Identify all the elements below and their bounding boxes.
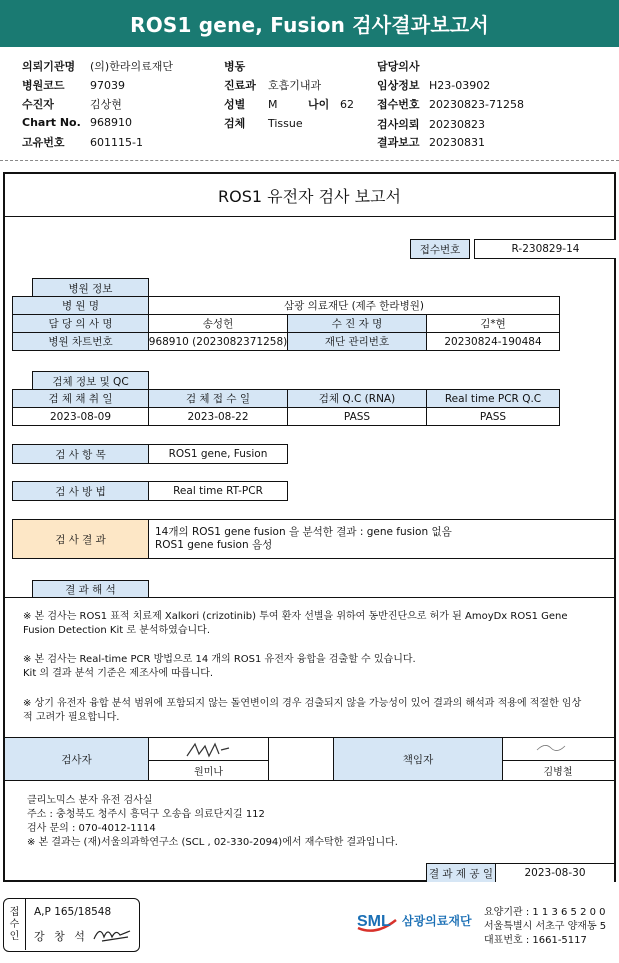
col-receive-date: 검 체 접 수 일: [148, 389, 288, 408]
report-frame-title: ROS1 유전자 검사 보고서: [5, 174, 614, 217]
note1-line1: ※ 본 검사는 ROS1 표적 치료제 Xalkori (crizotinib) 투여 환자 선별을 위하여 동반진단으로 허가 된 AmoyDx ROS1 Gene: [23, 611, 568, 622]
lab-address: 주소 : 충청북도 청주시 흥덕구 오송읍 의료단지길 112: [27, 809, 265, 820]
col-collect-date: 검 체 채 취 일: [12, 389, 149, 408]
report-date-label: 결과보고: [377, 136, 420, 149]
unique-row: [22, 134, 143, 150]
institution-value: (의)한라의료재단: [90, 60, 173, 73]
val-rna-qc: PASS: [287, 407, 427, 426]
stamp-signature-icon: [92, 923, 134, 945]
responsible-label: 책임자: [333, 737, 503, 781]
sml-logo: [356, 906, 472, 934]
unique-label: 고유번호: [22, 136, 65, 149]
hospital-name-label: 병 원 명: [12, 296, 149, 315]
blank-sign-cell: [268, 737, 334, 781]
hospital-chart-label: 병원 차트번호: [12, 332, 149, 351]
sex-age-row: [224, 96, 354, 112]
dept-value: 호흡기내과: [268, 79, 322, 92]
test-result-label: 검 사 결 과: [12, 519, 149, 559]
corp-info: [484, 906, 606, 948]
receipt-value: 20230823-71258: [429, 98, 524, 111]
patient-value: 김상현: [90, 98, 122, 111]
interp-note-1: [23, 610, 568, 638]
val-receive-date: 2023-08-22: [148, 407, 288, 426]
hospital-code-row: [22, 77, 125, 93]
chart-label: Chart No.: [22, 116, 81, 129]
unique-value: 601115-1: [90, 136, 143, 149]
interp-section-title: 결 과 해 석: [32, 580, 149, 598]
report-date-value: 20230831: [429, 136, 485, 149]
result-line-2: ROS1 gene fusion 음성: [155, 539, 273, 551]
doctor-label: 담당의사: [377, 60, 420, 73]
report-frame: [3, 172, 616, 882]
sex-label: 성별: [224, 98, 246, 111]
receipt-stamp: [3, 898, 140, 952]
clinical-label: 임상정보: [377, 79, 420, 92]
chart-row: [22, 116, 132, 129]
test-method-value: Real time RT-PCR: [148, 481, 288, 501]
ward-label: 병동: [224, 60, 246, 73]
request-label: 검사의뢰: [377, 118, 420, 131]
clinical-row: [377, 77, 490, 93]
note2-line1: ※ 본 검사는 Real-time PCR 방법으로 14 개의 ROS1 유전자 융합을 검출할 수 있습니다.: [23, 654, 416, 665]
examiner-name: 원미나: [194, 767, 223, 778]
responsible-signature-icon: [533, 740, 573, 754]
examiner-signature-icon: [185, 740, 235, 760]
doctor-name-value: 송성헌: [148, 314, 288, 333]
stamp-char-2: 수: [9, 918, 20, 930]
hospital-chart-value: 968910 (2023082371258): [148, 332, 288, 351]
col-pcr-qc: Real time PCR Q.C: [426, 389, 560, 408]
patient-name-label: 수 진 자 명: [287, 314, 427, 333]
ward-row: [224, 58, 245, 74]
col-rna-qc: 검체 Q.C (RNA): [287, 389, 427, 408]
patient-name-value: 김*현: [426, 314, 560, 333]
corp-line-3: 대표번호 : 1661-5117: [484, 935, 587, 946]
specimen-label: 검체: [224, 117, 246, 130]
announce-date-value: 2023-08-30: [495, 863, 614, 882]
lab-name: 클리노믹스 분자 유전 검사실: [27, 795, 153, 806]
specimen-value: Tissue: [268, 117, 303, 130]
sml-logo-text: SML: [357, 913, 391, 930]
hospital-code-value: 97039: [90, 79, 125, 92]
dept-row: [224, 77, 321, 93]
stamp-char-1: 접: [9, 906, 20, 918]
test-result-value: [148, 519, 614, 559]
patient-row: [22, 96, 122, 112]
age-label: 나이: [308, 98, 330, 111]
foundation-name: 삼광의료재단: [402, 913, 472, 928]
stamp-char-3: 인: [9, 930, 20, 942]
interp-divider: [5, 597, 614, 598]
sml-logo-icon: [356, 906, 396, 934]
note2-line2: Kit 의 결과 분석 기준은 제조사에 따릅니다.: [23, 668, 214, 679]
val-collect-date: 2023-08-09: [12, 407, 149, 426]
hospital-code-label: 병원코드: [22, 79, 65, 92]
corp-line-2: 서울특별시 서초구 양재동 5: [484, 921, 607, 932]
lab-contact: 검사 문의 : 070-4012-1114: [27, 823, 156, 834]
stamp-side-label: [4, 899, 26, 950]
interp-note-3: [23, 697, 581, 725]
doctor-row: [377, 58, 420, 74]
lab-note: ※ 본 결과는 (재)서울의과학연구소 (SCL , 02-330-2094)에서 재수탁한 결과입니다.: [27, 837, 398, 848]
note3-line2: 적 고려가 필요합니다.: [23, 712, 120, 723]
chart-value: 968910: [90, 116, 132, 129]
hospital-name-value: 삼광 의료재단 (제주 한라병원): [148, 296, 560, 315]
receipt-label: 접수번호: [377, 98, 420, 111]
request-row: [377, 116, 485, 132]
test-method-label: 검 사 방 법: [12, 481, 149, 501]
hospital-section-title: 병원 정보: [32, 278, 149, 297]
clinical-value: H23-03902: [429, 79, 491, 92]
receipt-no-value: R-230829-14: [474, 239, 616, 259]
foundation-no-value: 20230824-190484: [426, 332, 560, 351]
test-item-label: 검 사 항 목: [12, 444, 149, 464]
test-item-value: ROS1 gene, Fusion: [148, 444, 288, 464]
dashed-divider: [0, 160, 619, 161]
specimen-section-title: 검체 정보 및 QC: [32, 371, 149, 390]
note3-line1: ※ 상기 유전자 융합 분석 범위에 포함되지 않는 돌연변이의 경우 검출되지 않을 가능성이 있어 결과의 해석과 적용에 적절한 임상: [23, 698, 582, 709]
stamp-line-2: 강 창 석: [34, 930, 88, 943]
institution-label: 의뢰기관명: [22, 60, 76, 73]
stamp-line-1: A,P 165/18548: [34, 906, 112, 918]
foundation-no-label: 재단 관리번호: [287, 332, 427, 351]
dept-label: 진료과: [224, 79, 256, 92]
examiner-label: 검사자: [5, 737, 149, 781]
report-title: ROS1 gene, Fusion 검사결과보고서: [0, 0, 619, 47]
val-pcr-qc: PASS: [426, 407, 560, 426]
result-line-1: 14개의 ROS1 gene fusion 을 분석한 결과 : gene fusion 없음: [155, 526, 452, 538]
receipt-no-label: 접수번호: [410, 239, 470, 259]
announce-date-label: 결 과 제 공 일: [426, 863, 496, 882]
sex-value: M: [268, 98, 278, 111]
corp-line-1: 요양기관 : 1 1 3 6 5 2 0 0: [484, 907, 606, 918]
institution-row: [22, 58, 173, 74]
specimen-row: [224, 115, 303, 131]
age-value: 62: [340, 98, 354, 111]
responsible-name: 김병철: [543, 767, 573, 778]
patient-label: 수진자: [22, 98, 54, 111]
report-date-row: [377, 134, 485, 150]
receipt-row: [377, 96, 524, 112]
request-value: 20230823: [429, 118, 485, 131]
interp-note-2: [23, 653, 416, 681]
examiner-sign-line: [148, 760, 269, 761]
doctor-name-label: 담 당 의 사 명: [12, 314, 149, 333]
responsible-sign-line: [502, 760, 614, 761]
note1-line2: Fusion Detection Kit 로 분석하였습니다.: [23, 625, 210, 636]
